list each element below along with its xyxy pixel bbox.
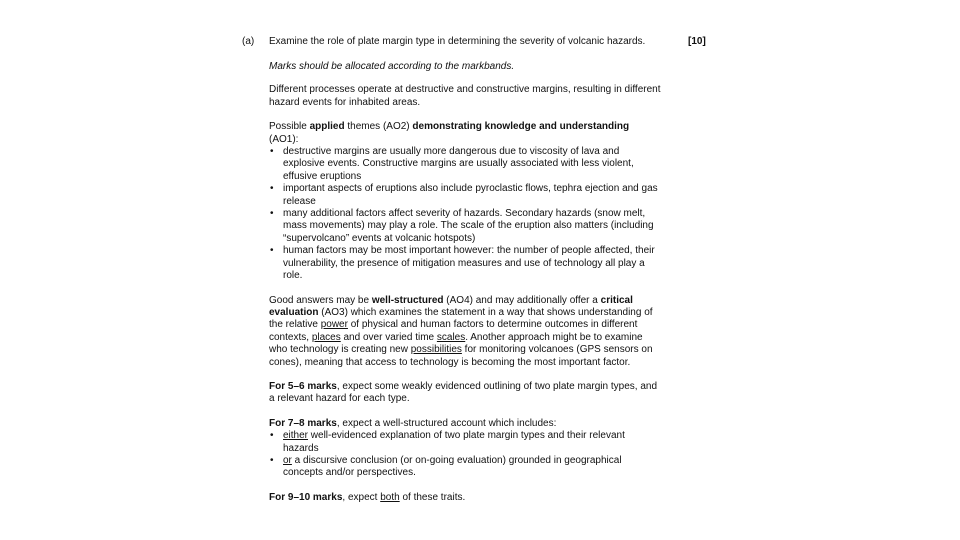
themes-heading (269, 121, 661, 146)
band-5-6-label: For 5–6 marks (269, 380, 337, 392)
question-text: Examine the role of plate margin type in determining the severity of volcanic hazards. (269, 36, 646, 47)
good-text: (AO4) and may additionally offer a (443, 294, 601, 306)
band-9-10-both: both (380, 491, 400, 503)
band-7-8-text: , expect a well-structured account which includes: (336, 417, 557, 429)
band-7-8-bullet-list (269, 430, 661, 480)
themes-bullet-text: many additional factors affect severity of hazards. Secondary hazards (snow melt, mass movements) may play a role. The scale of the eruption also matters (including “supervolcano” events at volcanic hotspots) (283, 208, 654, 244)
good-scales: scales (436, 331, 466, 343)
good-answers-paragraph (269, 295, 661, 369)
themes-text-1: Possible (269, 121, 310, 133)
good-text: for monitoring volcanoes (GPS sensors on cones), meaning that access to technology is becoming the most important factor. (269, 344, 653, 368)
intro-paragraph: Different processes operate at destructive and constructive margins, resulting in different hazard events for inhabited areas. (269, 84, 661, 108)
good-critical-evaluation: critical evaluation (269, 294, 633, 318)
band-7-8-bullet (269, 430, 661, 455)
band-7-8-either: either (283, 430, 309, 442)
themes-bullet-text: important aspects of eruptions also include pyroclastic flows, tephra ejection and gas release (283, 183, 658, 207)
themes-applied: applied (309, 121, 345, 133)
bullet-icon: • (270, 146, 274, 158)
band-7-8-paragraph (269, 418, 661, 430)
themes-bullet-text: human factors may be most important however: the number of people affected, their vulnerability, the presence of mitigation measures and use of technology all play a role. (283, 245, 655, 282)
band-7-8-or: or (283, 454, 292, 466)
good-possibilities: possibilities (410, 344, 462, 356)
band-5-6-text: , expect some weakly evidenced outlining of two plate margin types, and a relevant hazard for each type. (269, 380, 658, 405)
themes-bullet (269, 183, 661, 208)
band-7-8-bullet (269, 455, 661, 480)
themes-bullet (269, 245, 661, 282)
bullet-icon: • (270, 430, 274, 442)
themes-bullet-text: destructive margins are usually more dangerous due to viscosity of lava and explosive events. Constructive margins are usually associated with less violent, effusive eruptions (283, 146, 634, 182)
themes-text-2: themes (AO2) (344, 121, 413, 133)
bullet-icon: • (270, 454, 274, 466)
good-text: of physical and human factors to determine outcomes in different contexts, (269, 319, 638, 343)
bullet-icon: • (270, 208, 274, 220)
bullet-icon: • (270, 245, 274, 257)
band-5-6-paragraph (269, 381, 661, 406)
good-text: . Another approach might be to examine who technology is creating new (269, 331, 643, 356)
themes-bullet-list (269, 146, 661, 282)
band-9-10-text: , expect (342, 491, 381, 503)
band-7-8-bullet-text: well-evidenced explanation of two plate margin types and their relevant hazards (283, 430, 625, 454)
themes-knowledge: demonstrating knowledge and understanding (412, 121, 630, 133)
good-text: Good answers may be (269, 294, 372, 306)
question-label: (a) (242, 36, 255, 47)
band-9-10-label: For 9–10 marks (269, 491, 343, 503)
band-7-8-bullet-text: a discursive conclusion (or on-going evaluation) grounded in geographical concepts and/or perspectives. (283, 454, 622, 479)
themes-text-3: (AO1): (269, 133, 299, 145)
good-places: places (311, 331, 341, 343)
instruction-text: Marks should be allocated according to the markbands. (269, 61, 515, 72)
band-9-10-paragraph (269, 492, 661, 504)
question-marks: [10] (688, 36, 706, 47)
good-well-structured: well-structured (371, 294, 444, 306)
themes-bullet (269, 208, 661, 245)
good-text: and over varied time (340, 331, 437, 343)
bullet-icon: • (270, 183, 274, 195)
good-power: power (320, 319, 348, 331)
themes-bullet (269, 146, 661, 183)
markscheme-content (269, 61, 661, 504)
band-9-10-text: of these traits. (399, 491, 466, 503)
good-text: (AO3) which examines the statement in a way that shows understanding of the relative (269, 306, 653, 331)
band-7-8-label: For 7–8 marks (269, 417, 337, 429)
